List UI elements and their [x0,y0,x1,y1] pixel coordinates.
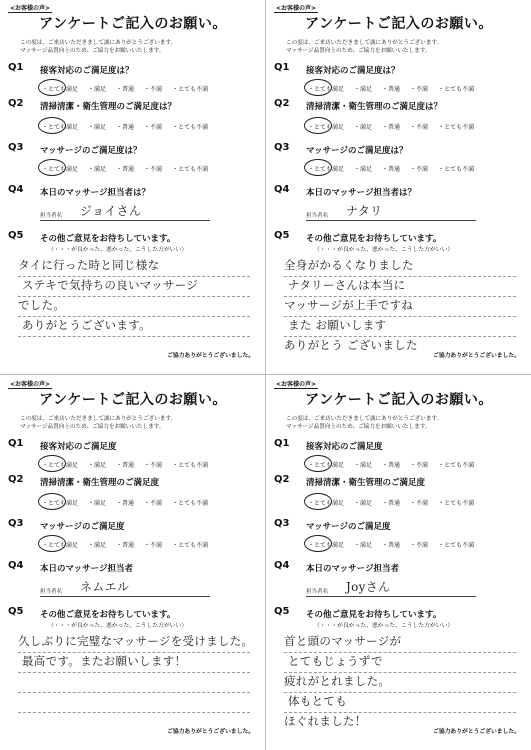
option-4: ・とても不満 [438,166,475,173]
handwritten-comment-line: とてもじょうずで [288,654,383,668]
intro-line-1: この度は、ご来店いただきまして誠にありがとうございます。 [286,40,443,46]
option-3: ・不満 [410,542,429,549]
option-1: ・満足 [354,124,373,131]
handwritten-comment-line: 最高です。またお願いします！ [22,654,187,668]
selection-circle-mark [304,79,332,96]
selection-circle-mark [304,117,332,134]
option-1: ・満足 [88,500,107,507]
selection-circle-mark [38,455,66,472]
q1-number: Q1 [8,438,24,449]
option-3: ・不満 [144,542,163,549]
q2-options [42,498,262,507]
q4-question: 本日のマッサージ担当者は？ [306,188,416,198]
intro-line-2: マッサージ品質向上のため、ご協力をお願いいたします。 [286,48,431,54]
option-1: ・満足 [354,86,373,93]
handwritten-comment-line: ほぐれました！ [284,714,367,728]
q1-question: 接客対応のご満足度は？ [40,66,134,76]
option-2: ・普通 [382,166,401,173]
intro-line-1: この度は、ご来店いただきまして誠にありがとうございます。 [20,40,177,46]
option-0: ・とても満足 [42,86,79,93]
handwritten-comment-line: でした。 [18,298,66,312]
option-3: ・不満 [410,166,429,173]
handwritten-comment-line: タイに行った時と同じ様な [18,258,160,272]
survey-form-top-left [2,0,264,372]
option-1: ・満足 [354,500,373,507]
option-0: ・とても満足 [308,166,345,173]
form-title: アンケートご記入のお願い。 [39,392,227,408]
option-4: ・とても不満 [172,86,209,93]
q3-question: マッサージのご満足度は？ [40,146,142,156]
q4-question: 本日のマッサージ担当者 [306,564,399,574]
option-4: ・とても不満 [438,500,475,507]
q3-options [42,164,262,173]
q1-options [42,460,262,469]
handwritten-staff-name: ジョイさん [80,204,142,218]
q5-subtext: （・・・が良かった、悪かった、こうした方がいい） [314,623,454,629]
form-title: アンケートご記入のお願い。 [305,16,493,32]
handwritten-staff-name: ナタリ [346,204,383,218]
option-1: ・満足 [88,542,107,549]
option-2: ・普通 [116,166,135,173]
option-2: ・普通 [116,542,135,549]
selection-circle-mark [304,493,332,510]
intro-line-2: マッサージ品質向上のため、ご協力をお願いいたします。 [286,424,431,430]
q3-number: Q3 [8,142,24,153]
handwritten-comment-line: ありがとうございます。 [22,318,151,332]
selection-circle-mark [304,535,332,552]
selection-circle-mark [304,159,332,176]
thanks-note: ご協力ありがとうございました。 [433,353,520,359]
option-2: ・普通 [382,86,401,93]
handwritten-staff-name: Joyさん [346,580,391,594]
thanks-note: ご協力ありがとうございました。 [433,729,520,735]
option-1: ・満足 [354,166,373,173]
q5-question: その他ご意見をお待ちしています。 [40,610,176,620]
intro-line-1: この度は、ご来店いただきまして誠にありがとうございます。 [286,416,443,422]
staff-name-label: 担当者名 [306,589,329,595]
option-3: ・不満 [144,500,163,507]
selection-circle-mark [38,535,66,552]
q2-options [42,122,262,131]
option-0: ・とても満足 [308,500,345,507]
staff-name-label: 担当者名 [306,213,329,219]
option-3: ・不満 [144,86,163,93]
q1-question: 接客対応のご満足度は？ [306,66,400,76]
form-title: アンケートご記入のお願い。 [39,16,227,32]
q5-subtext: （・・・が良かった、悪かった、こうした方がいい） [314,247,454,253]
option-3: ・不満 [144,166,163,173]
q5-subtext: （・・・が良かった、悪かった、こうした方がいい） [48,623,188,629]
form-title: アンケートご記入のお願い。 [305,392,493,408]
q3-options [308,164,528,173]
comment-line [18,692,250,693]
handwritten-comment-line: 体もとても [288,694,347,708]
handwritten-comment-line: 全身がかるくなりました [284,258,414,272]
q4-number: Q4 [8,560,24,571]
intro-line-2: マッサージ品質向上のため、ご協力をお願いいたします。 [20,424,165,430]
option-4: ・とても不満 [172,542,209,549]
option-1: ・満足 [88,86,107,93]
option-4: ・とても不満 [438,86,475,93]
q5-number: Q5 [274,230,290,241]
option-0: ・とても満足 [308,462,345,469]
staff-name-label: 担当者名 [40,589,63,595]
q5-question: その他ご意見をお待ちしています。 [40,234,176,244]
q1-options [308,460,528,469]
q5-question: その他ご意見をお待ちしています。 [306,234,442,244]
customer-voice-label: <お客様の声> [276,381,317,388]
q1-question: 接客対応のご満足度 [40,442,117,452]
q5-number: Q5 [8,606,24,617]
q3-question: マッサージのご満足度 [306,522,391,532]
q2-question: 清掃清潔・衛生管理のご満足度 [40,478,160,488]
q3-options [308,540,528,549]
q3-number: Q3 [8,518,24,529]
customer-voice-label: <お客様の声> [276,5,317,12]
q3-number: Q3 [274,518,290,529]
page-divider-vertical [265,0,266,750]
thanks-note: ご協力ありがとうございました。 [167,729,254,735]
q4-number: Q4 [8,184,24,195]
comment-line [18,336,250,337]
option-4: ・とても不満 [172,166,209,173]
selection-circle-mark [38,79,66,96]
q4-question: 本日のマッサージ担当者は？ [40,188,150,198]
option-0: ・とても満足 [42,542,79,549]
q5-number: Q5 [274,606,290,617]
form-intro [20,415,176,431]
q3-number: Q3 [274,142,290,153]
option-1: ・満足 [88,166,107,173]
page-divider-horizontal [0,374,531,375]
option-4: ・とても不満 [438,124,475,131]
option-3: ・不満 [144,124,163,131]
selection-circle-mark [38,117,66,134]
q1-number: Q1 [274,62,290,73]
option-3: ・不満 [410,462,429,469]
q5-number: Q5 [8,230,24,241]
staff-name-line [40,220,210,221]
q2-number: Q2 [274,98,290,109]
q2-question: 清掃清潔・衛生管理のご満足度は？ [306,102,443,112]
q3-options [42,540,262,549]
q2-question: 清掃清潔・衛生管理のご満足度 [306,478,426,488]
option-4: ・とても不満 [438,542,475,549]
handwritten-comment-line: また お願いします [288,318,387,332]
thanks-note: ご協力ありがとうございました。 [167,353,254,359]
q2-options [308,498,528,507]
option-4: ・とても不満 [172,500,209,507]
staff-name-label: 担当者名 [40,213,63,219]
selection-circle-mark [304,455,332,472]
handwritten-comment-line: ナタリーさんは本当に [288,278,406,292]
q4-question: 本日のマッサージ担当者 [40,564,133,574]
q1-number: Q1 [8,62,24,73]
customer-voice-label: <お客様の声> [10,5,51,12]
option-2: ・普通 [382,124,401,131]
handwritten-comment-line: ありがとう ございました [284,338,418,352]
comment-line [18,712,250,713]
form-intro [20,39,176,55]
intro-line-1: この度は、ご来店いただきまして誠にありがとうございます。 [20,416,177,422]
handwritten-comment-line: 久しぶりに完璧なマッサージを受けました。 [18,634,254,648]
q1-number: Q1 [274,438,290,449]
form-intro [286,39,442,55]
selection-circle-mark [38,493,66,510]
survey-form-top-right [268,0,530,372]
survey-form-bottom-right [268,376,530,748]
option-0: ・とても満足 [42,462,79,469]
intro-line-2: マッサージ品質向上のため、ご協力をお願いいたします。 [20,48,165,54]
q4-number: Q4 [274,184,290,195]
q3-question: マッサージのご満足度は？ [306,146,408,156]
handwritten-comment-line: マッサージが上手ですね [284,298,414,312]
option-3: ・不満 [410,86,429,93]
option-4: ・とても不満 [172,124,209,131]
option-2: ・普通 [382,542,401,549]
option-1: ・満足 [88,462,107,469]
q2-options [308,122,528,131]
option-0: ・とても満足 [308,124,345,131]
option-0: ・とても満足 [308,86,345,93]
q1-options [42,84,262,93]
option-0: ・とても満足 [42,166,79,173]
q4-number: Q4 [274,560,290,571]
option-0: ・とても満足 [308,542,345,549]
option-3: ・不満 [144,462,163,469]
handwritten-comment-line: 首と頭のマッサージが [284,634,402,648]
handwritten-comment-line: 疲れがとれました。 [284,674,391,688]
option-2: ・普通 [116,124,135,131]
q5-subtext: （・・・が良かった、悪かった、こうした方がいい） [48,247,188,253]
selection-circle-mark [38,159,66,176]
q2-number: Q2 [8,474,24,485]
option-2: ・普通 [116,86,135,93]
option-0: ・とても満足 [42,124,79,131]
option-4: ・とても不満 [438,462,475,469]
q2-number: Q2 [274,474,290,485]
form-intro [286,415,442,431]
option-2: ・普通 [382,500,401,507]
option-1: ・満足 [88,124,107,131]
q3-question: マッサージのご満足度 [40,522,125,532]
option-3: ・不満 [410,124,429,131]
option-2: ・普通 [116,462,135,469]
option-1: ・満足 [354,462,373,469]
staff-name-line [306,596,476,597]
q5-question: その他ご意見をお待ちしています。 [306,610,442,620]
option-3: ・不満 [410,500,429,507]
option-2: ・普通 [382,462,401,469]
staff-name-line [306,220,476,221]
option-1: ・満足 [354,542,373,549]
option-4: ・とても不満 [172,462,209,469]
customer-voice-label: <お客様の声> [10,381,51,388]
q1-options [308,84,528,93]
handwritten-comment-line: ステキで気持ちの良いマッサージ [22,278,199,292]
survey-form-bottom-left [2,376,264,748]
handwritten-staff-name: ネムエル [80,580,130,594]
option-2: ・普通 [116,500,135,507]
q2-number: Q2 [8,98,24,109]
comment-line [18,672,250,673]
q1-question: 接客対応のご満足度 [306,442,383,452]
staff-name-line [40,596,210,597]
q2-question: 清掃清潔・衛生管理のご満足度は？ [40,102,177,112]
option-0: ・とても満足 [42,500,79,507]
